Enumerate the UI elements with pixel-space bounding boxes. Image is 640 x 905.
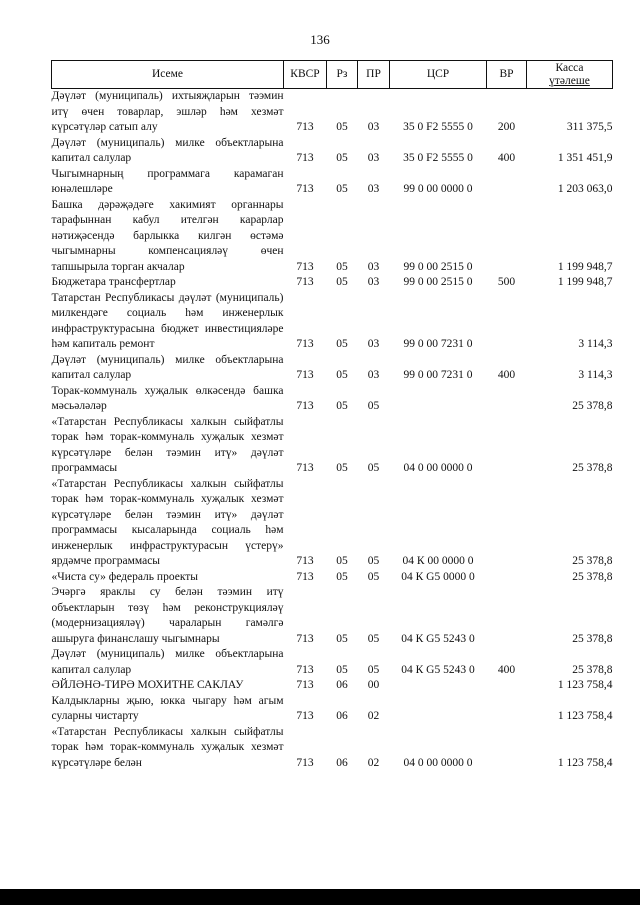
row-vr xyxy=(487,384,527,415)
scan-edge-bar xyxy=(0,889,640,905)
row-vr xyxy=(487,291,527,353)
column-header-name: Исеме xyxy=(52,61,284,89)
row-vr xyxy=(487,415,527,477)
row-name: «Татарстан Республикасы халкын сыйфатлы торак һәм торак-коммуналь хуҗалык хезмәт күрсәтүләре белән xyxy=(51,725,284,769)
column-header-kvsr: КВСР xyxy=(284,61,327,89)
row-name: Башка дәрәҗәдәге хакимият органнары тарафыннан кабул ителгән карарлар нәтиҗәсендә барлыкка килгән өстәмә чыгымнарны компенсацияләү өчен тапшырыла торган акчалар xyxy=(51,198,284,273)
row-kvsr: 713 xyxy=(296,260,314,273)
column-header-kassa xyxy=(527,61,613,89)
table-row xyxy=(52,89,613,136)
row-rz: 05 xyxy=(336,369,348,381)
row-kvsr: 713 xyxy=(296,462,314,474)
row-csr xyxy=(390,678,487,694)
row-csr: 04 К G5 5243 0 xyxy=(401,632,475,645)
row-vr: 200 xyxy=(497,121,516,133)
table-row xyxy=(52,291,613,353)
section-row xyxy=(52,678,613,694)
row-pr: 05 xyxy=(367,400,380,412)
column-header-rz: Рз xyxy=(327,61,358,89)
row-pr: 05 xyxy=(367,462,380,474)
row-rz: 05 xyxy=(336,121,348,133)
row-name: Торак-коммуналь хуҗалык өлкәсендә башка мәсьәләләр xyxy=(51,384,284,412)
row-name: ӘЙЛӘНӘ-ТИРӘ МОХИТНЕ САКЛАУ xyxy=(51,679,244,691)
row-rz: 06 xyxy=(336,679,348,691)
row-amount: 1 203 063,0 xyxy=(557,183,613,195)
table-header-row xyxy=(52,61,613,89)
row-name: «Татарстан Республикасы халкын сыйфатлы торак һәм торак-коммуналь хуҗалык хезмәт күрсәтүләре белән тәэмин итү» дәүләт программасы кысаларында социаль һәм инженерлык инфраструктурасын үстерү» ярдәмче программасы xyxy=(51,477,284,567)
row-pr: 03 xyxy=(367,183,380,195)
row-vr xyxy=(487,694,527,725)
row-amount: 25 378,8 xyxy=(572,632,613,645)
row-name: Дәүләт (муниципаль) ихтыяҗларын тәэмин итү өчен товарлар, эшләр һәм хезмәт күрсәтүләр сатып алу xyxy=(51,90,284,133)
row-amount: 1 123 758,4 xyxy=(557,710,613,722)
row-csr: 99 0 00 2515 0 xyxy=(403,276,473,288)
row-kvsr: 713 xyxy=(296,679,314,691)
row-pr: 05 xyxy=(367,663,380,676)
row-rz: 05 xyxy=(336,183,348,195)
row-pr: 03 xyxy=(367,338,380,350)
row-vr: 400 xyxy=(497,152,516,164)
row-csr: 99 0 00 7231 0 xyxy=(403,369,473,381)
row-name: «Чиста су» федераль проекты xyxy=(51,570,199,583)
row-csr: 99 0 00 2515 0 xyxy=(403,260,473,273)
row-name: Дәүләт (муниципаль) милке объектларына капитал салулар xyxy=(51,136,284,164)
table-row xyxy=(52,136,613,167)
row-kvsr: 713 xyxy=(296,369,314,381)
row-kvsr: 713 xyxy=(296,570,314,583)
row-csr: 99 0 00 0000 0 xyxy=(403,183,473,195)
row-name: «Татарстан Республикасы халкын сыйфатлы торак һәм торак-коммуналь хуҗалык хезмәт күрсәтүләре белән тәэмин итү» дәүләт программасы xyxy=(51,415,284,474)
table-row xyxy=(52,477,613,570)
row-kvsr: 713 xyxy=(296,400,314,412)
table-row xyxy=(52,167,613,198)
column-header-vr: ВР xyxy=(487,61,527,89)
row-rz: 05 xyxy=(336,276,348,288)
row-name: Дәүләт (муниципаль) милке объектларына капитал салулар xyxy=(51,353,284,381)
row-vr: 400 xyxy=(497,369,516,381)
row-csr xyxy=(390,694,487,725)
column-header-csr: ЦСР xyxy=(390,61,487,89)
row-pr: 03 xyxy=(367,260,380,273)
table-row xyxy=(52,647,613,678)
row-pr: 02 xyxy=(367,710,380,722)
row-kvsr: 713 xyxy=(296,121,314,133)
row-pr: 03 xyxy=(367,369,380,381)
page-number: 136 xyxy=(310,32,330,47)
table-row xyxy=(52,585,613,647)
row-rz: 05 xyxy=(336,663,348,676)
row-rz: 05 xyxy=(336,152,348,164)
row-vr xyxy=(487,167,527,198)
table-row xyxy=(52,275,613,291)
row-name: Чыгымнарның программага карамаган юнәлешләре xyxy=(51,167,284,195)
row-name: Бюджетара трансфертлар xyxy=(51,276,176,288)
table-row xyxy=(52,725,613,772)
row-name: Калдыкларны җыю, юкка чыгару һәм агым суларны чистарту xyxy=(51,694,284,722)
row-pr: 03 xyxy=(367,276,380,288)
row-pr: 05 xyxy=(367,632,380,645)
row-csr xyxy=(390,384,487,415)
row-kvsr: 713 xyxy=(296,183,314,195)
row-csr: 04 0 00 0000 0 xyxy=(403,462,473,474)
row-rz: 05 xyxy=(336,570,348,583)
row-csr: 04 0 00 0000 0 xyxy=(403,756,473,769)
row-pr: 05 xyxy=(367,555,380,567)
row-rz: 05 xyxy=(336,338,348,350)
row-amount: 25 378,8 xyxy=(572,555,613,567)
row-name: Дәүләт (муниципаль) милке объектларына капитал салулар xyxy=(51,648,284,676)
row-amount: 3 114,3 xyxy=(578,369,613,381)
table-row xyxy=(52,694,613,725)
row-kvsr: 713 xyxy=(296,756,314,769)
row-rz: 05 xyxy=(336,462,348,474)
row-rz: 06 xyxy=(336,756,348,769)
row-amount: 1 199 948,7 xyxy=(557,276,613,288)
table-row xyxy=(52,353,613,384)
row-amount: 1 123 758,4 xyxy=(557,679,613,691)
row-name: Эчәргә яраклы су белән тәэмин итү объектларын төзү һәм реконструкцияләү (модернизацияләү) чараларын гамәлгә ашыруга финанслашу чыгымнары xyxy=(51,586,284,645)
row-rz: 05 xyxy=(336,555,348,567)
row-pr: 00 xyxy=(367,679,380,691)
row-pr: 02 xyxy=(367,756,380,769)
table-row xyxy=(52,570,613,586)
row-amount: 25 378,8 xyxy=(572,462,613,474)
table-row xyxy=(52,198,613,276)
budget-table xyxy=(51,60,613,771)
row-csr: 99 0 00 7231 0 xyxy=(403,338,473,350)
row-csr: 04 К 00 0000 0 xyxy=(402,555,474,567)
column-header-kassa-line2: үтәлеше xyxy=(549,74,590,87)
row-rz: 05 xyxy=(336,632,348,645)
row-name: Татарстан Республикасы дәүләт (муниципаль) милкендәге социаль һәм инженерлык инфраструктурасына бюджет инвестицияләре һәм капиталь ремонт xyxy=(51,291,284,350)
row-amount: 1 199 948,7 xyxy=(557,260,613,273)
row-vr: 400 xyxy=(497,663,516,676)
row-csr: 35 0 F2 5555 0 xyxy=(403,152,473,164)
column-header-kassa-line1: Касса xyxy=(555,61,584,74)
row-kvsr: 713 xyxy=(296,276,314,288)
row-kvsr: 713 xyxy=(296,632,314,645)
row-pr: 05 xyxy=(367,570,380,583)
row-kvsr: 713 xyxy=(296,663,314,676)
row-amount: 1 123 758,4 xyxy=(557,756,613,769)
row-rz: 05 xyxy=(336,400,348,412)
row-vr xyxy=(487,725,527,772)
table-body xyxy=(52,89,613,772)
row-rz: 06 xyxy=(336,710,348,722)
row-amount: 25 378,8 xyxy=(572,570,613,583)
table-row xyxy=(52,415,613,477)
row-vr xyxy=(487,678,527,694)
row-vr: 500 xyxy=(497,276,516,288)
row-amount: 3 114,3 xyxy=(578,338,613,350)
row-amount: 25 378,8 xyxy=(572,400,613,412)
row-vr xyxy=(487,585,527,647)
row-vr xyxy=(487,570,527,586)
row-vr xyxy=(487,477,527,570)
table-row xyxy=(52,384,613,415)
row-kvsr: 713 xyxy=(296,555,314,567)
row-kvsr: 713 xyxy=(296,338,314,350)
row-kvsr: 713 xyxy=(296,710,314,722)
column-header-pr: ПР xyxy=(358,61,390,89)
row-amount: 25 378,8 xyxy=(572,663,613,676)
row-pr: 03 xyxy=(367,152,380,164)
row-rz: 05 xyxy=(336,260,348,273)
row-kvsr: 713 xyxy=(296,152,314,164)
row-vr xyxy=(487,198,527,276)
row-csr: 35 0 F2 5555 0 xyxy=(403,121,473,133)
row-amount: 1 351 451,9 xyxy=(557,152,613,164)
row-pr: 03 xyxy=(367,121,380,133)
row-csr: 04 К G5 0000 0 xyxy=(401,570,475,583)
row-csr: 04 К G5 5243 0 xyxy=(401,663,475,676)
row-amount: 311 375,5 xyxy=(566,121,613,133)
